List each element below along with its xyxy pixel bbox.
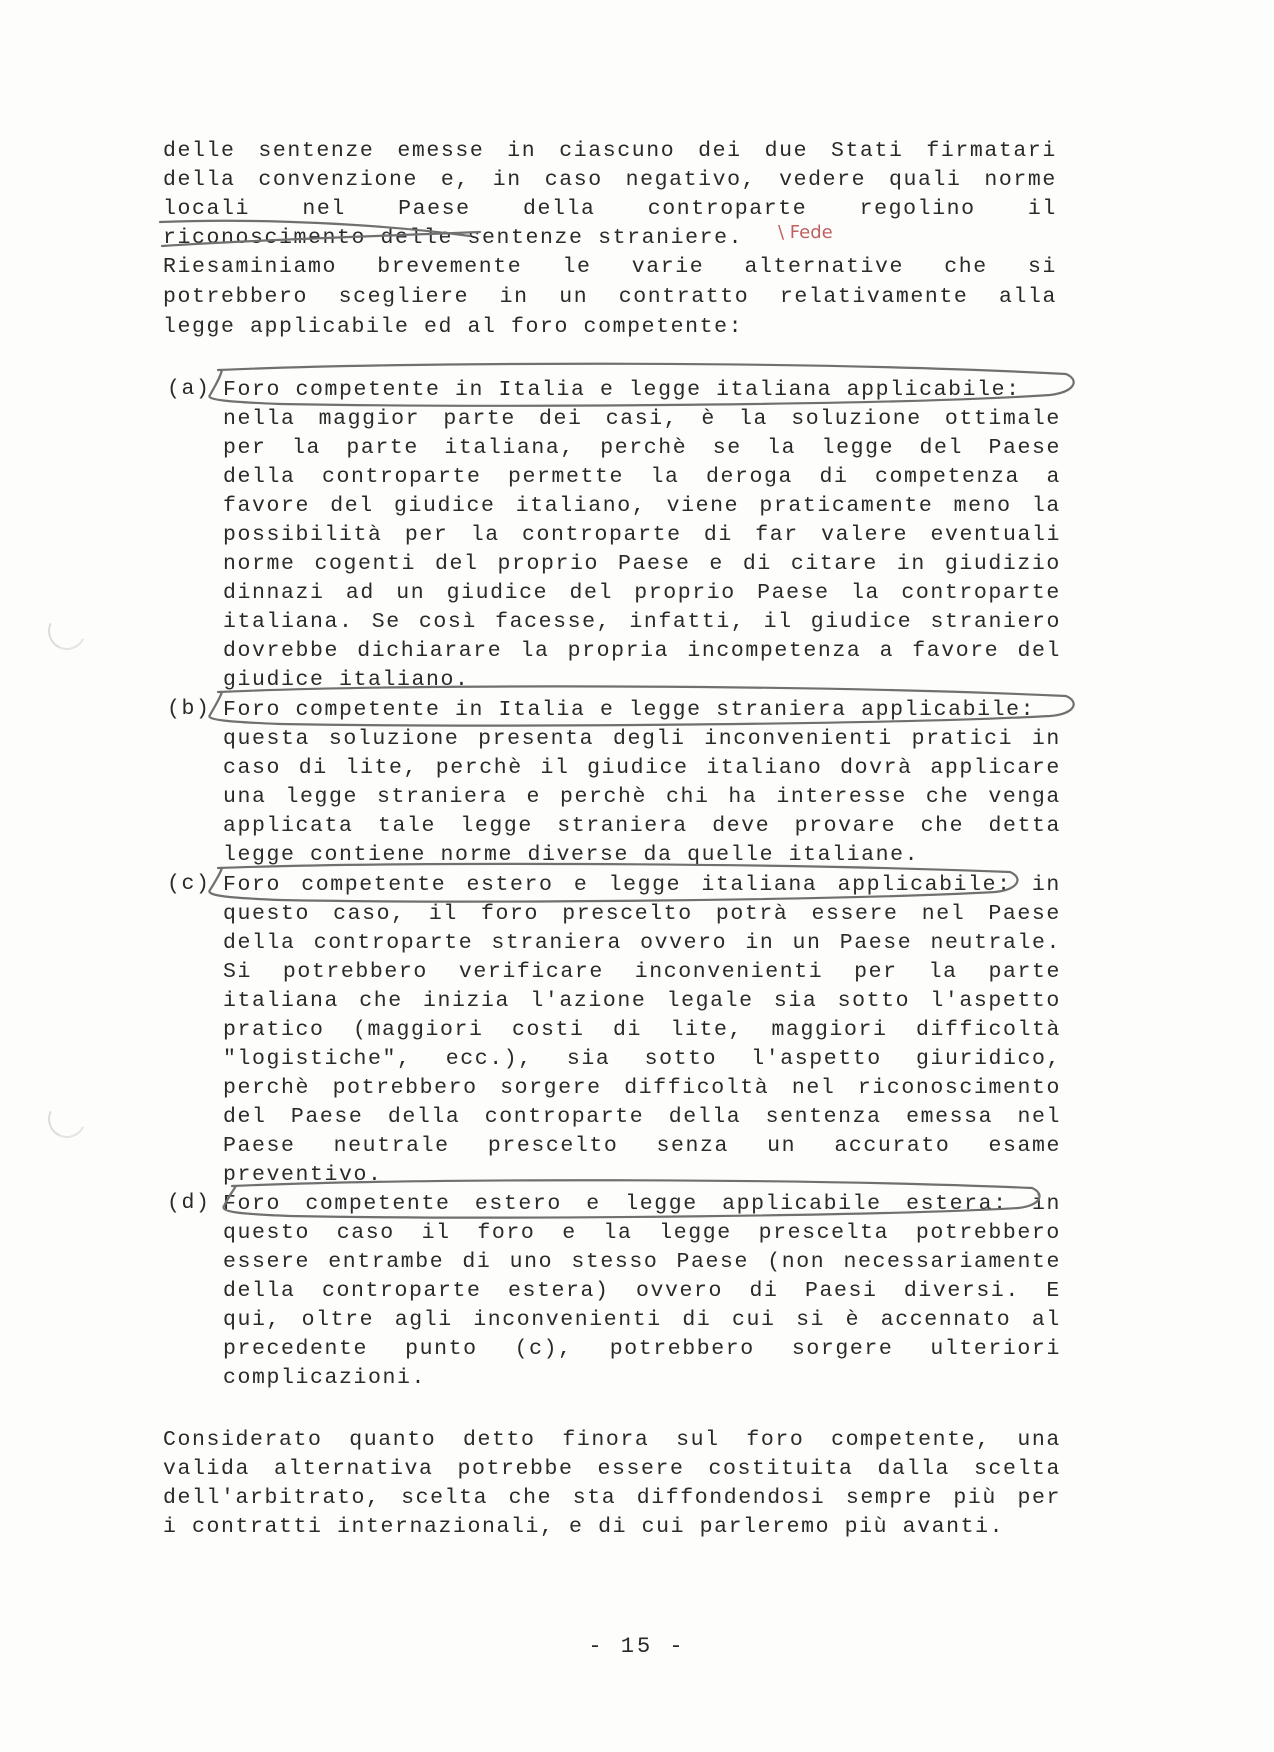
- text-line: questo caso il foro e la legge prescelta potrebbero: [223, 1221, 1061, 1245]
- text-line: valida alternativa potrebbe essere costituita dalla scelta: [163, 1457, 1061, 1481]
- text-line: applicata tale legge straniera deve provare che detta: [223, 814, 1061, 838]
- item-marker: (c): [167, 872, 211, 896]
- text-line: delle sentenze emesse in ciascuno dei due Stati firmatari: [163, 139, 1057, 163]
- text-line: essere entrambe di uno stesso Paese (non necessariamente: [223, 1250, 1061, 1274]
- text-line: Riesaminiamo brevemente le varie alternative che si: [163, 255, 1057, 279]
- text-line: del Paese della controparte della sentenza emessa nel: [223, 1105, 1061, 1129]
- text-line: i contratti internazionali, e di cui parleremo più avanti.: [163, 1515, 1005, 1539]
- text-line: della controparte permette la deroga di competenza a: [223, 465, 1061, 489]
- handwritten-note: \ Fede: [778, 222, 833, 243]
- text-line: pratico (maggiori costi di lite, maggiori difficoltà: [223, 1018, 1061, 1042]
- page-number: - 15 -: [588, 1634, 686, 1659]
- punch-hole-mark: [43, 1095, 92, 1144]
- text-line: una legge straniera e perchè chi ha interesse che venga: [223, 785, 1061, 809]
- text-line: Considerato quanto detto finora sul foro competente, una: [163, 1428, 1061, 1452]
- text-line: preventivo.: [223, 1163, 383, 1187]
- text-line: legge contiene norme diverse da quelle italiane.: [223, 843, 920, 867]
- text-line: dinnazi ad un giudice del proprio Paese la controparte: [223, 581, 1061, 605]
- text-line: della controparte estera) ovvero di Paesi diversi. E: [223, 1279, 1061, 1303]
- text-line: nella maggior parte dei casi, è la soluzione ottimale: [223, 407, 1061, 431]
- text-line: qui, oltre agli inconvenienti di cui si è accennato al: [223, 1308, 1061, 1332]
- text-line: per la parte italiana, perchè se la legge del Paese: [223, 436, 1061, 460]
- text-line: italiana che inizia l'azione legale sia sotto l'aspetto: [223, 989, 1061, 1013]
- text-line: questa soluzione presenta degli inconvenienti pratici in: [223, 727, 1061, 751]
- text-line: precedente punto (c), potrebbero sorgere ulteriori: [223, 1337, 1061, 1361]
- text-line: favore del giudice italiano, viene praticamente meno la: [223, 494, 1061, 518]
- item-heading: Foro competente estero e legge applicabile estera: in: [223, 1192, 1061, 1216]
- item-heading: Foro competente in Italia e legge straniera applicabile:: [223, 698, 1036, 722]
- text-line: italiana. Se così facesse, infatti, il giudice straniero: [223, 610, 1061, 634]
- item-heading: Foro competente estero e legge italiana applicabile: in: [223, 873, 1061, 897]
- text-line: Si potrebbero verificare inconvenienti per la parte: [223, 960, 1061, 984]
- text-line: norme cogenti del proprio Paese e di citare in giudizio: [223, 552, 1061, 576]
- text-line: "logistiche", ecc.), sia sotto l'aspetto giuridico,: [223, 1047, 1061, 1071]
- item-marker: (d): [167, 1191, 211, 1215]
- text-line: della controparte straniera ovvero in un Paese neutrale.: [223, 931, 1061, 955]
- text-line: perchè potrebbero sorgere difficoltà nel riconoscimento: [223, 1076, 1061, 1100]
- item-heading: Foro competente in Italia e legge italiana applicabile:: [223, 378, 1021, 402]
- text-line: caso di lite, perchè il giudice italiano dovrà applicare: [223, 756, 1061, 780]
- text-line: locali nel Paese della controparte regolino il: [163, 197, 1057, 221]
- item-marker: (b): [167, 697, 211, 721]
- text-line: legge applicabile ed al foro competente:: [163, 315, 744, 339]
- item-marker: (a): [167, 377, 211, 401]
- text-line: possibilità per la controparte di far valere eventuali: [223, 523, 1061, 547]
- text-line: dovrebbe dichiarare la propria incompetenza a favore del: [223, 639, 1061, 663]
- text-line: riconoscimento delle sentenze straniere.: [163, 226, 744, 250]
- text-line: dell'arbitrato, scelta che sta diffondendosi sempre più per: [163, 1486, 1061, 1510]
- text-line: Paese neutrale prescelto senza un accurato esame: [223, 1134, 1061, 1158]
- text-line: della convenzione e, in caso negativo, vedere quali norme: [163, 168, 1057, 192]
- text-line: complicazioni.: [223, 1366, 427, 1390]
- text-line: giudice italiano.: [223, 668, 470, 692]
- text-line: questo caso, il foro prescelto potrà essere nel Paese: [223, 902, 1061, 926]
- punch-hole-mark: [43, 607, 92, 656]
- text-line: potrebbero scegliere in un contratto relativamente alla: [163, 285, 1057, 309]
